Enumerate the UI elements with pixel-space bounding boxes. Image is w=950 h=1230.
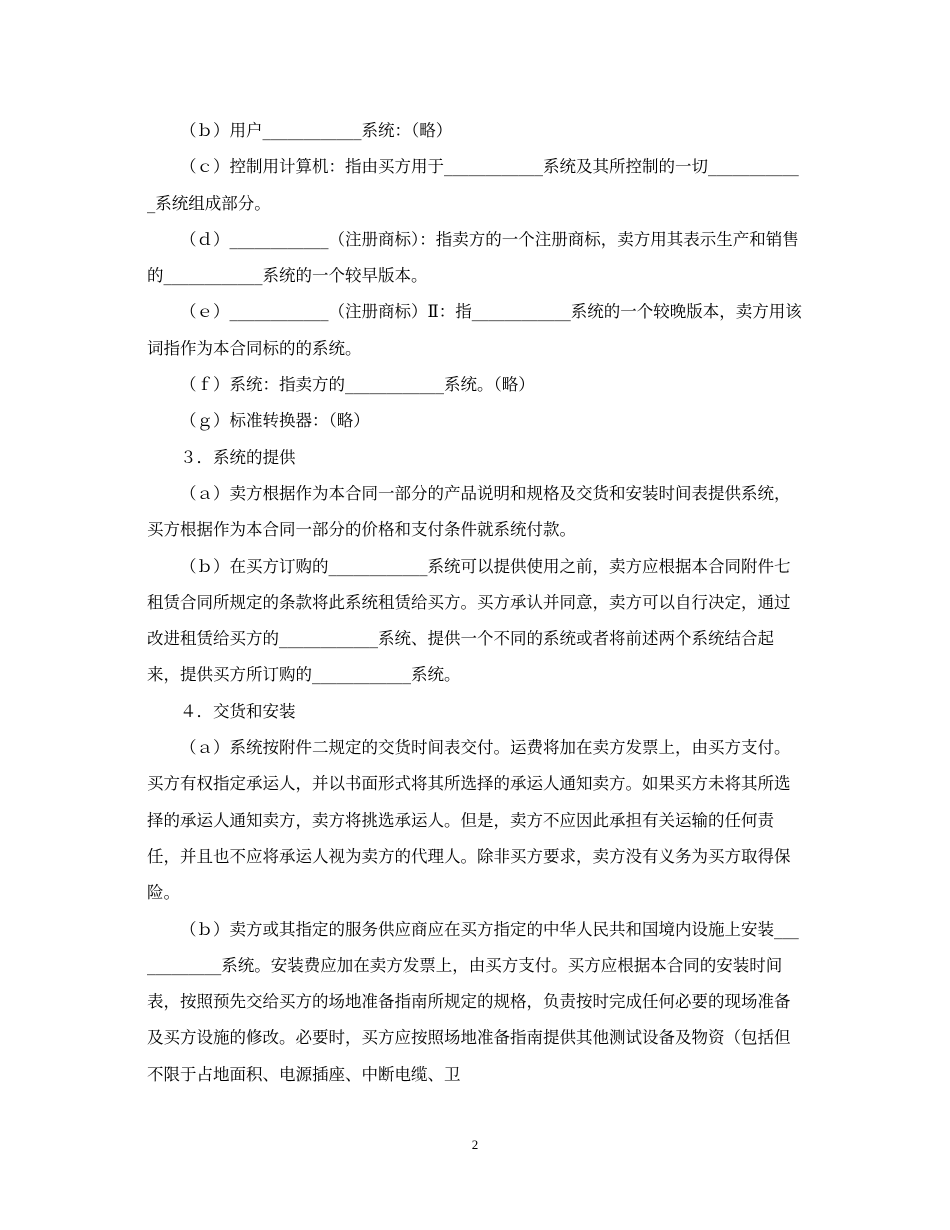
clause-4a: （ａ）系统按附件二规定的交货时间表交付。运费将加在卖方发票上，由买方支付。买方有权指定承运人，并以书面形式将其所选择的承运人通知卖方。如果买方未将其所选择的承运人通知卖方，卖方将挑选承运人。但是，卖方不应因此承担有关运输的任何责任，并且也不应将承运人视为卖方的代理人。除非买方要求，卖方没有义务为买方取得保险。 (147, 738, 791, 903)
section-4-heading: ４．交货和安装 (180, 701, 296, 721)
clause-b-user: （ｂ）用户____________系统：（略） (180, 121, 453, 140)
clause-3b: （ｂ）在买方订购的____________系统可以提供使用之前，卖方应根据本合同附件七租赁合同所规定的条款将此系统租赁给买方。买方承认并同意，卖方可以自行决定，通过改进租赁给买方的____________系统、提供一个不同的系统或者将前述两个系统结合起来，提供买方所订购的____________系统。 (147, 556, 791, 685)
clause-4b: （ｂ）卖方或其指定的服务供应商应在买方指定的中华人民共和国境内设施上安装____________系统。安装费应加在卖方发票上，由买方支付。买方应根据本合同的安装时间表，按照预先交给买方的场地准备指南所规定的规格，负责按时完成任何必要的现场准备及买方设施的修改。必要时，买方应按照场地准备指南提供其他测试设备及物资（包括但不限于占地面积、电源插座、中断电缆、卫 (147, 919, 799, 1084)
section-3-heading: ３．系统的提供 (180, 447, 296, 467)
clause-e-trademark-ii: （ｅ）____________（注册商标）Ⅱ：指____________系统的一个较晚版本，卖方用该词指作为本合同标的的系统。 (147, 302, 802, 358)
page-number: 2 (471, 1137, 479, 1152)
clause-3a: （ａ）卖方根据作为本合同一部分的产品说明和规格及交货和安装时间表提供系统，买方根据作为本合同一部分的价格和支付条件就系统付款。 (147, 483, 791, 540)
clause-g-converter: （ｇ）标准转换器：（略） (180, 411, 370, 431)
document-body (147, 113, 802, 1093)
clause-d-trademark: （ｄ）____________（注册商标）：指卖方的一个注册商标，卖方用其表示生产和销售的____________系统的一个较早版本。 (147, 229, 799, 286)
clause-c-control-computer: （ｃ）控制用计算机：指由买方用于____________系统及其所控制的一切____________系统组成部分。 (147, 157, 799, 213)
clause-f-system: （ｆ）系统：指卖方的____________系统。（略） (180, 375, 535, 395)
